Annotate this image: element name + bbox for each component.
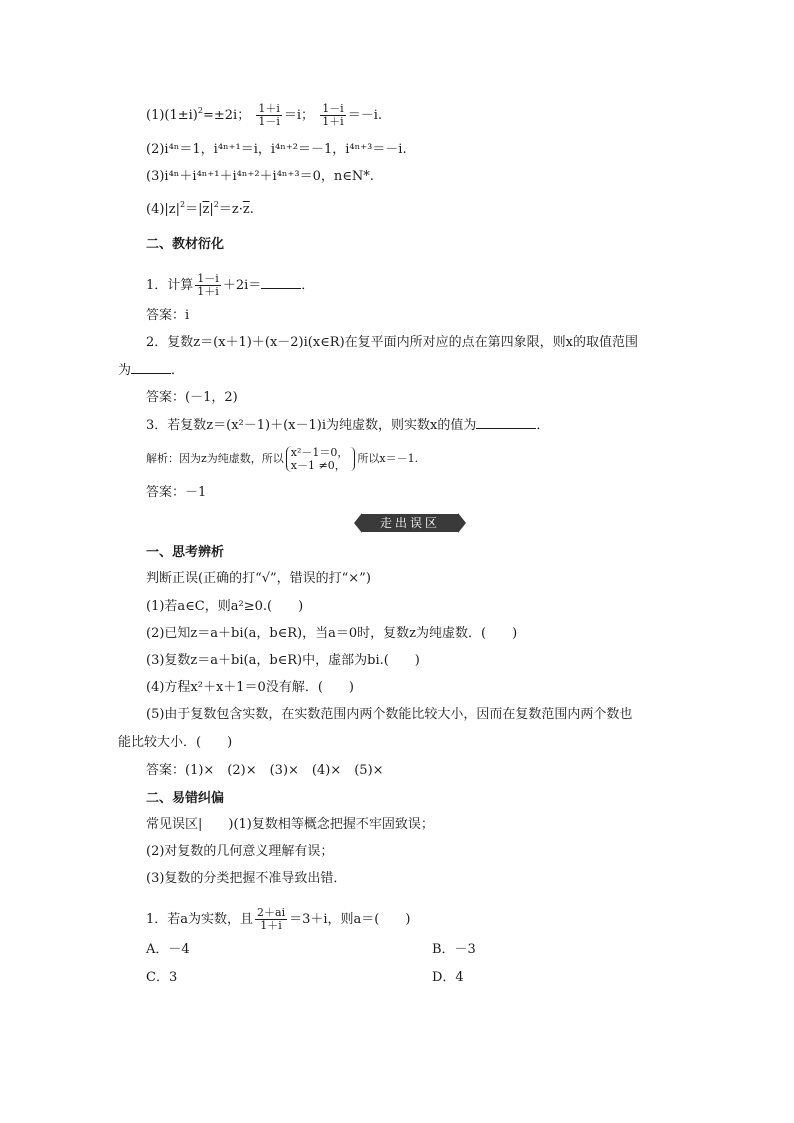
errors-heading: 二、易错纠偏 [146, 791, 225, 806]
thinking-intro: 判断正误(正确的打“√”，错误的打“×”) [146, 571, 371, 586]
p1-exponent: 2 [197, 106, 203, 115]
q1-fraction: $\frac{1-i}{1+i}$ [197, 272, 219, 298]
answer-blank [261, 276, 301, 289]
equation-system: x²－1＝0， x－1 ≠0， [286, 446, 349, 472]
p1-eq1: =±2i； [202, 108, 251, 123]
property-1 [146, 103, 382, 128]
p1-eq2: ＝i； [283, 108, 315, 123]
property-3: (3)i⁴ⁿ＋i⁴ⁿ⁺¹＋i⁴ⁿ⁺²＋i⁴ⁿ⁺³＝0，n∈N*. [146, 169, 374, 184]
textbook-answer-3: 答案：－1 [146, 485, 207, 500]
equation-system-right-brace [350, 447, 355, 471]
errors-line-3: (3)复数的分类把握不准导致出错． [146, 871, 347, 886]
textbook-question-1: 1．计算 $\frac{1-i}{1+i}$ ＋2i＝ ． [146, 272, 315, 298]
textbook-heading: 二、教材衍化 [146, 237, 225, 252]
answer-blank [476, 416, 536, 429]
statement-5-line-2: 能比较大小．( ) [118, 735, 233, 750]
p1-fraction-1: $\frac{1+i}{1-i}$ [258, 102, 280, 128]
errors-line-1: 常见误区| )(1)复数相等概念把握不牢固致误； [146, 817, 434, 832]
statement-1: (1)若a∈C，则a²≥0.( ) [146, 599, 304, 614]
textbook-question-2-line-1: 2．复数z＝(x＋1)＋(x－2)i(x∈R)在复平面内所对应的点在第四象限，则x的取值范围 [146, 335, 638, 350]
option-d[interactable]: D．4 [432, 970, 464, 985]
textbook-solution-3: 解析：因为z为纯虚数，所以 x²－1＝0， x－1 ≠0， 所以x＝－1. [146, 446, 419, 472]
statement-4: (4)方程x²＋x＋1＝0没有解．( ) [146, 680, 354, 695]
section-banner [354, 512, 466, 534]
option-b[interactable]: B．－3 [432, 942, 476, 957]
property-4: $(4)|z|^2=|\overline{z}|^2=z\cdot\overline{z}$. [146, 200, 254, 217]
p1-fraction-2: $\frac{1-i}{1+i}$ [322, 102, 344, 128]
errors-q1-fraction: $\frac{2+ai}{1+i}$ [257, 906, 286, 932]
statement-3: (3)复数z＝a＋bi(a，b∈R)中，虚部为bi.( ) [146, 653, 420, 668]
statement-2: (2)已知z＝a＋bi(a，b∈R)，当a＝0时，复数z为纯虚数．( ) [146, 626, 518, 641]
banner-label: 走出误区 [379, 516, 440, 530]
p1-label: (1)(1±i) [146, 108, 198, 123]
textbook-answer-1: 答案：i [146, 308, 190, 323]
property-2: (2)i⁴ⁿ＝1，i⁴ⁿ⁺¹＝i，i⁴ⁿ⁺²＝－1，i⁴ⁿ⁺³＝－i. [146, 142, 407, 157]
answer-blank [131, 361, 171, 374]
textbook-answer-2: 答案：(－1，2) [146, 390, 238, 405]
statement-5-line-1: (5)由于复数包含实数，在实数范围内两个数能比较大小，因而在复数范围内两个数也 [146, 707, 633, 722]
errors-question-1: 1．若a为实数，且 $\frac{2+ai}{1+i}$ ＝3＋i，则a＝( ) [146, 906, 411, 932]
textbook-question-3: 3．若复数z＝(x²－1)＋(x－1)i为纯虚数，则实数x的值为 ． [146, 418, 550, 433]
errors-line-2: (2)对复数的几何意义理解有误； [146, 844, 334, 859]
option-c[interactable]: C．3 [146, 970, 178, 985]
thinking-heading: 一、思考辨析 [146, 545, 225, 560]
textbook-question-2-line-2: 为 ． [118, 363, 185, 378]
thinking-answer: 答案：(1)× (2)× (3)× (4)× (5)× [146, 763, 384, 778]
option-a[interactable]: A．－4 [146, 942, 190, 957]
p1-eq3: ＝－i. [347, 108, 383, 123]
